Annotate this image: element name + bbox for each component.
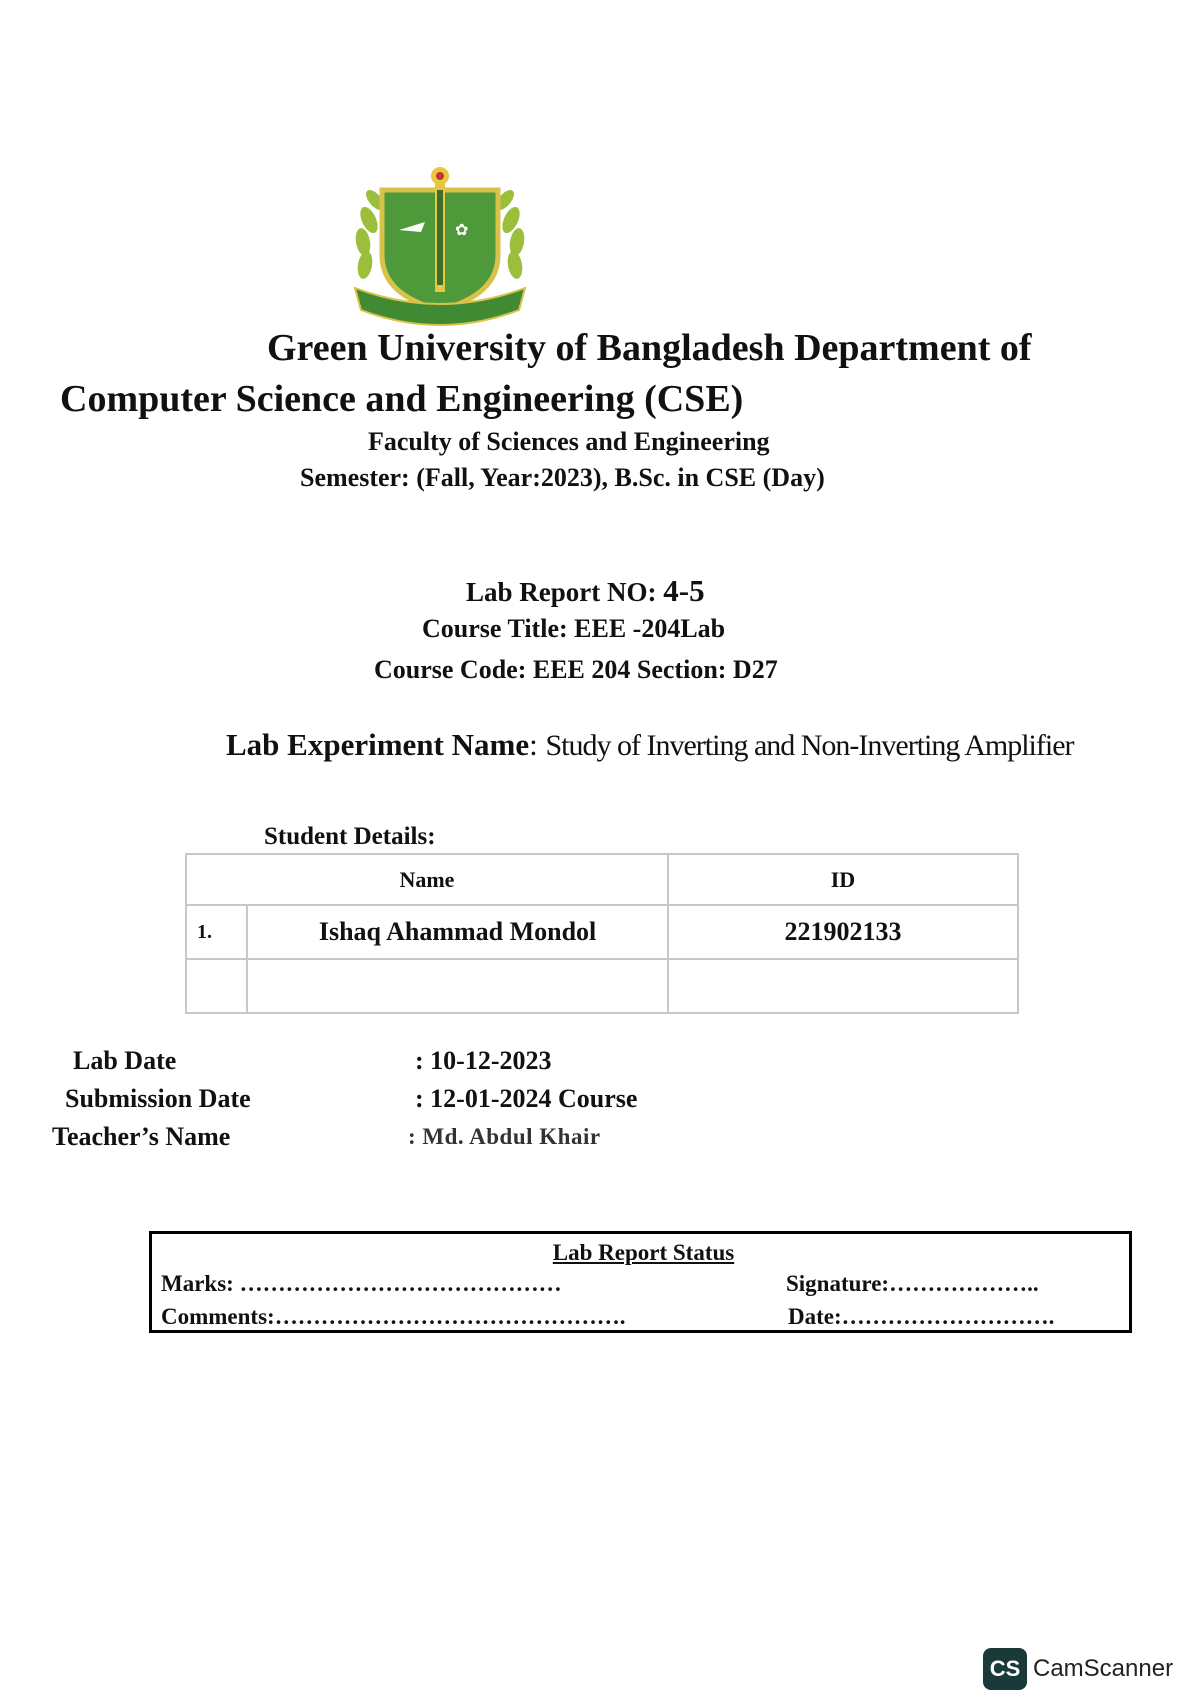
camscanner-text: CamScanner [1033,1655,1174,1682]
student-id: 221902133 [668,905,1018,959]
submission-date-value: : 12-01-2024 Course [415,1084,638,1113]
submission-date-label: Submission Date [65,1084,251,1113]
faculty-name: Faculty of Sciences and Engineering [368,427,770,456]
camscanner-logo-icon: CS [983,1648,1027,1690]
lab-experiment-name [226,727,1074,763]
date-field: Date:………………………. [788,1304,1055,1329]
student-name: Ishaq Ahammad Mondol [247,905,668,959]
experiment-separator: : [529,727,546,762]
table-header-row [186,854,1018,905]
marks-field: Marks: …………………………………… [161,1271,562,1296]
course-code-section: Course Code: EEE 204 Section: D27 [374,655,778,684]
course-title: Course Title: EEE -204Lab [422,614,726,643]
lab-report-number-value: 4-5 [663,573,705,608]
column-header-name: Name [186,854,668,905]
teacher-name-label: Teacher’s Name [52,1122,231,1151]
lab-date-label: Lab Date [73,1046,177,1075]
university-logo [347,160,533,328]
student-id [668,959,1018,1013]
row-index: 1. [186,905,247,959]
semester-info: Semester: (Fall, Year:2023), B.Sc. in CSE (Day) [300,463,825,492]
student-details-heading: Student Details: [264,823,436,850]
student-name [247,959,668,1013]
svg-text:✿: ✿ [455,220,469,239]
table-row [186,905,1018,959]
row-index [186,959,247,1013]
comments-field: Comments:………………………………………. [161,1304,626,1329]
teacher-name-value: : Md. Abdul Khair [408,1124,601,1149]
column-header-id: ID [668,854,1018,905]
signature-field: Signature:……………….. [786,1271,1039,1296]
table-row [186,959,1018,1013]
experiment-value: Study of Inverting and Non-Inverting Amplifier [545,729,1074,762]
header-title-line1: Green University of Bangladesh Department of [267,327,1032,369]
header-title-line2: Computer Science and Engineering (CSE) [60,378,744,420]
lab-report-number-label: Lab Report NO: [466,577,664,607]
experiment-label: Lab Experiment Name [226,727,530,762]
lab-date-value: : 10-12-2023 [415,1046,552,1075]
status-title: Lab Report Status [552,1240,735,1265]
lab-report-number [466,573,705,609]
student-table [185,853,1019,1014]
lab-report-status-box [149,1231,1132,1333]
